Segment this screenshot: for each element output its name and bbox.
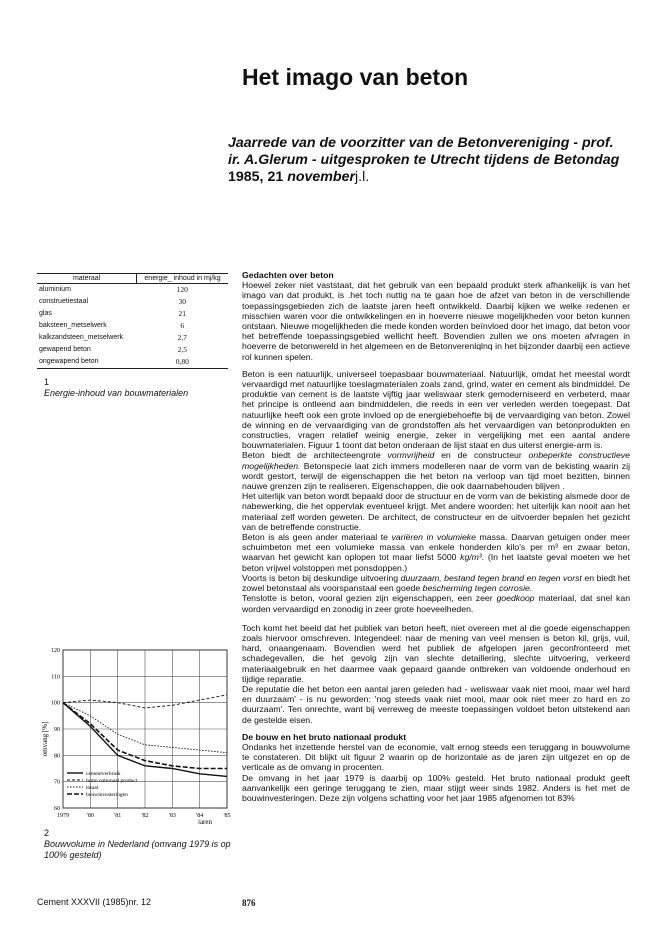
table-row [37,296,228,308]
page-title: Het imago van beton [242,64,469,90]
material-name: aluminium [39,286,71,293]
material-name: baksteen_metselwerk [39,322,107,329]
paragraph-text: Tenslotte is beton, vooral gezien zijn eigenschappen, een zeer [242,593,493,604]
y-tick-label: 70 [54,779,60,786]
energy-value: 2,7 [177,333,187,342]
energy-table [37,273,228,369]
section-heading: De bouw en het bruto nationaal produkt [242,731,407,742]
x-tick-label: '83 [168,813,176,819]
paragraph: De reputatie die het beton een aantal jaren geleden had - weliswaar vaak niet mooi, maar wel hard en duurzaam' - is nu geworden: 'nog steeds vaak niet mooi, maar ook niet meer zo hard en zo duurzaam'. Ten onrechte, want bij verreweg de meeste toepassingen voldoet beton uitstekend aan de gestelde eisen. [242,683,630,725]
figure-caption-text: Energie-inhoud van bouwmaterialen [44,388,189,398]
paragraph: De omvang in het jaar 1979 is daarbij op 100% gesteld. Het bruto nationaal produkt geeft aanvankelijk een geringe teruggang te zien, maar stijgt weer sinds 1982. Anders is het met de bouwinvesteringen. Deze zijn volgens schatting voor het jaar 1985 afgenomen tot 83% [242,772,630,803]
material-name: glas [39,310,52,317]
table-row [37,284,228,297]
paragraph: Ondanks het inzettende herstel van de economie, valt ernog steeds een teruggang in bouwvolume te constateren. Dit blijkt uit figuur 2 waarin op de horizontale as de jaren zijn uitgezet en op de verticale as de omvang in procenten. [242,741,630,773]
table-row [37,344,228,356]
energy-value: 2,5 [177,345,187,354]
y-tick-label: 90 [54,727,60,733]
x-tick-label: 1979 [57,813,69,819]
paragraph-text: Beton is een natuurlijk, universeel toepasbaar bouwmateriaal. Natuurlijk, omdat het meestal wordt vervaardigd met natuurlijke toeslagmaterialen zoals zand, grind, water en cement als bindmiddel. De produktie van cement is de laatste vijftig jaar weliswaar sterk gemoderniseerd en verbeterd, maar het principe is ontleend aan bindmiddelen, die reeds in een ver verleden werden toegepast. Dat natuurlijke heeft ook een grote invloed op de energiebehoefte bij de vervaardiging van beton. Zowel de winning en de vervaardiging van de grondstoffen als het vervaardigen van betonprodukten en constructies, vragen relatief weinig energie, zeker in vergelijking met een aantal andere bouwmaterialen. Figuur 1 toont dat beton onderaan de lijst staat en dus uiterst energie-arm is. [242,368,630,451]
subtitle-month: november [287,169,355,185]
figure-1-caption [44,377,188,399]
table-header-row [37,274,228,284]
section-heading: Gedachten over beton [242,270,334,280]
emphasis: bescherming tegen corrosie. [422,583,533,594]
legend-entry: cementverbruik [86,771,121,777]
paragraph-text: Beton biedt de architecteengrote [242,450,381,461]
column-header-material: materaal [37,274,137,284]
page-number: 876 [242,898,256,908]
material-name: construetiestaal [39,298,89,305]
figure-caption-text: Bouwvolume in Nederland (omvang 1979 is op 100% gesteld) [44,839,231,860]
paragraph-text: materiaal, dat snel kan worden vervaardigd en zonodig in zeer grote hoeveelheden. [242,593,631,614]
building-volume-chart [37,644,237,824]
paragraph: Hoewel zeker niet vaststaat, dat het gebruik van een bepaald produkt sterk afhankelijk is van het imago van dat produkt, is .het toch nuttig na te gaan hoe de afzet van beton in de verschillende toepassingsgebieden zich de laatste jaren heeft ontwikkeld. Daarbij kijken we welke redenen er misschien waren voor die ontwikkelingen en in hoeverre nieuwe mogelijkheden voor beton kunnen ontstaan. Nieuwe mogelijkheden die mede konden worden beïnvloed door het imago, dat beton voor het betreffende toepassingsgebied wellicht heeft. Bovendien zullen we ons moeten afvragen in hoeverre de betonwereld in het algemeen en de Betonverenlqlnq in het bijzonder daarbij een actieve rol kunnen spelen. [242,280,630,362]
y-tick-label: 60 [54,806,60,812]
table-row [37,308,228,320]
column-header-energy: energie_ inhoud in mj/kg [137,274,228,284]
paragraph-text: en biedt het zowel betonstaal als voorspanstaal een goede [242,572,631,594]
y-tick-label: 100 [51,700,60,707]
table-row [37,332,228,344]
emphasis: kg/m³. [460,552,485,563]
energy-value: 0,80 [137,356,228,369]
figure-2-caption [44,828,244,861]
legend-entry: totaal [86,785,99,791]
emphasis: vormvrijheid [387,450,435,461]
paragraph-text: Beton is als geen ander materiaal te [242,532,388,543]
paragraph-text: Betonspecie laat zich immers modelleren naar de vorm van de bekisting waarin zij wordt gestort, terwijl de eigenschappen die het beton na verloop van tijd moet bezitten, binnen nauwe grenzen zijn te realiseren. Eigenschappen, die ook daarnabehouden blijven . [242,460,631,492]
x-axis-label: jaren [198,818,212,824]
x-tick-label: '82 [141,813,149,819]
paragraph: Toch komt het beeld dat het publiek van beton heeft, niet overeen met al die goede eigenschappen zoals hiervoor omschreven. Integendeel: naar de mening van veel mensen is beton kil, grijs, vuil, hard, onaangenaam. Bovendien werd het publiek de afgelopen jaren geconfronteerd met schadegevallen, die het gevolg zijn van slechte detaillering, slechte uitvoering, verkeerd materiaalgebruik en het daarmee vaak gepaard gaande ontbreken van voldoende onderhoud en tijdige reparatie. [242,622,630,684]
y-tick-label: 120 [51,648,60,654]
emphasis: duurzaam, bestand tegen brand en tegen vorst [400,572,582,583]
material-name: gewapend beton [39,346,91,353]
energy-value: 120 [176,285,188,294]
energy-value: 30 [178,297,187,306]
legend-entry: bouwinvesteringen [86,792,128,798]
paragraph [242,369,630,614]
subtitle-date: 1985, 21 [228,169,284,185]
table-row [37,356,228,369]
y-tick-label: 80 [54,753,60,760]
y-tick-label: 110 [51,674,60,681]
paragraph-text: Voorts is beton bij deskundige uitvoering [242,572,399,583]
y-axis-label: omvang [%] [41,721,49,757]
emphasis: variëren in volumieke [391,532,476,543]
legend-entry: bruto nationaal product [86,778,138,784]
x-tick-label: '80 [86,813,94,819]
material-name: kalkzandsteen_metselwerk [39,334,124,341]
paragraph-text: Het uiterlijk van beton wordt bepaald door de structuur en de vorm van de bekisting alsmede door de nabewerking, die het oppervlak eventueel krijgt. Met andere woorden: het uiterlijk kan nooit aan het materiaal zelf worden geweten. De architect, de constructeur en de uitvoerder bepalen het gezicht van de betreffende constructie. [242,491,630,532]
paragraph-text: massa. Daarvan getuigen onder meer schuimbeton met een volumieke massa van enkele honderden kilo's per m³ en zwaar beton, waarvan het gewicht kan oplopen tot maar liefst 5000 [242,532,630,563]
subtitle-mark: j.l. [355,169,370,185]
energy-value: 6 [180,321,185,330]
material-name: ongewapend beton [37,356,137,369]
x-tick-label: '84 [196,813,204,819]
x-tick-label: '81 [114,813,122,819]
article-body [242,270,630,810]
article-subtitle [228,135,628,186]
figure-number: 1 [44,377,50,387]
energy-value: 21 [178,309,187,318]
table-row [37,320,228,332]
chart-svg [37,644,237,824]
paragraph-text: en de constructeur [441,450,522,461]
paragraph-text: (In het laatste geval moeten we het beton vrijwel volstoppen met ponsdoppen.) [242,552,630,573]
figure-number: 2 [44,828,50,838]
footer-journal: Cement XXXVII (1985)nr. 12 [37,897,152,907]
x-tick-label: '85 [223,813,231,819]
subtitle-text: Jaarrede van de voorzitter van de Betonvereniging - prof. ir. A.Glerum - uitgesproken te Utrecht tijdens de Betondag [228,135,620,168]
emphasis: onbeperkte constructieve mogelijkheden. [242,450,630,471]
emphasis: goedkoop [496,593,535,604]
